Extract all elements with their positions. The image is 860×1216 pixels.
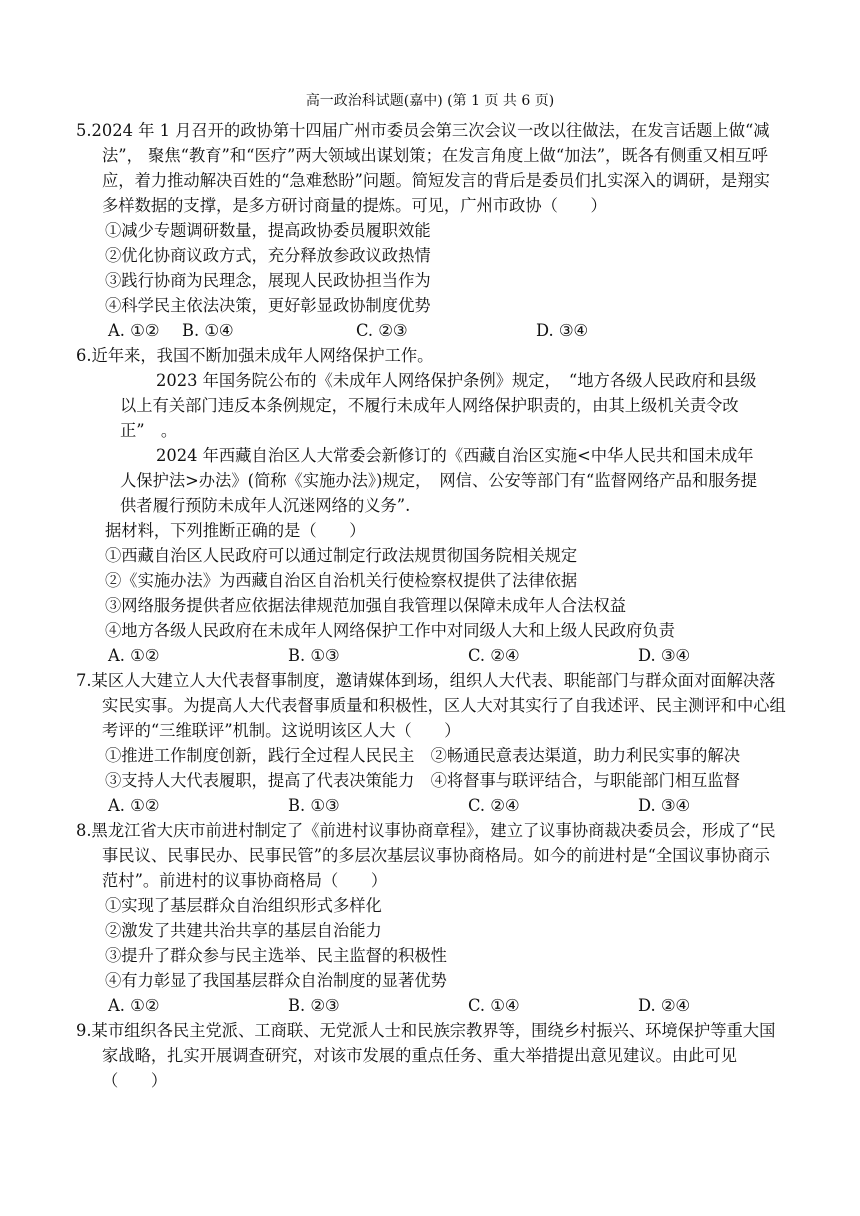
question-8: [76, 818, 786, 1018]
answer-choices: [108, 793, 786, 818]
choice-c: C. ②④: [468, 646, 520, 665]
option-3: ③网络服务提供者应依据法律规范加强自我管理以保障未成年人合法权益: [105, 596, 627, 615]
question-5: [76, 118, 786, 343]
choice-b: B. ①③: [288, 796, 340, 815]
choice-b: B. ①④: [182, 321, 234, 340]
option-3: ③践行协商为民理念，展现人民政协担当作为: [105, 271, 431, 290]
choice-d: D. ③④: [536, 321, 589, 340]
choice-c: C. ②④: [468, 796, 520, 815]
option-3-4: ③支持人大代表履职，提高了代表决策能力 ④将督事与联评结合，与职能部门相互监督: [105, 771, 740, 790]
material-quote-2: 2024 年西藏自治区人大常委会新修订的《西藏自治区实施<中华人民共和国未成年人保护法>办法》(简称《实施办法》)规定， 网信、公安等部门有“监督网络产品和服务提供者履行预防未成年人沉迷网络的义务”.: [120, 446, 758, 515]
choice-a: A. ①②: [108, 996, 160, 1015]
question-stem: 9.某市组织各民主党派、工商联、无党派人士和民族宗教界等，围绕乡村振兴、环境保护等重大国家战略，扎实开展调查研究，对该市发展的重点任务、重大举措提出意见建议。由此可见（ ）: [76, 1021, 776, 1090]
answer-choices: [108, 318, 786, 343]
question-9: [76, 1018, 786, 1093]
page-header: 高一政治科试题(嘉中) (第 1 页 共 6 页): [305, 93, 555, 109]
option-4: ④地方各级人民政府在未成年人网络保护工作中对同级人大和上级人民政府负责: [105, 621, 675, 640]
choice-b: B. ①③: [288, 646, 340, 665]
question-stem: 5.2024 年 1 月召开的政协第十四届广州市委员会第三次会议一改以往做法，在发言话题上做“减法”， 聚焦“教育”和“医疗”两大领域出谋划策；在发言角度上做“加法”，既各有侧重又相互呼应，着力推动解决百姓的“急难愁盼”问题。简短发言的背后是委员们扎实深入的调研，是翔实多样数据的支撑，是多方研讨商量的提炼。可见，广州市政协（ ）: [76, 121, 770, 215]
option-4: ④有力彰显了我国基层群众自治制度的显著优势: [105, 971, 447, 990]
option-2: ②激发了共建共治共享的基层自治能力: [105, 921, 382, 940]
choice-c: C. ②③: [356, 321, 408, 340]
question-stem: 8.黑龙江省大庆市前进村制定了《前进村议事协商章程》，建立了议事协商裁决委员会，形成了“民事民议、民事民办、民事民管”的多层次基层议事协商格局。如今的前进村是“全国议事协商示范村”。前进村的议事协商格局（ ）: [76, 821, 776, 890]
question-lead: 据材料，下列推断正确的是（ ）: [105, 521, 366, 540]
exam-content: [76, 118, 786, 1093]
choice-d: D. ③④: [638, 796, 691, 815]
material-quote-1: 2023 年国务院公布的《未成年人网络保护条例》规定， “地方各级人民政府和县级以上有关部门违反本条例规定，不履行未成年人网络保护职责的，由其上级机关责令改正” 。: [120, 371, 757, 440]
question-7: [76, 668, 786, 818]
choice-b: B. ②③: [288, 996, 340, 1015]
option-4: ④科学民主依法决策，更好彰显政协制度优势: [105, 296, 431, 315]
option-1: ①减少专题调研数量，提高政协委员履职效能: [105, 221, 431, 240]
choice-a: A. ①②: [108, 646, 160, 665]
question-6: [76, 343, 786, 668]
question-stem: 6.近年来，我国不断加强未成年人网络保护工作。: [76, 346, 434, 365]
question-stem: 7.某区人大建立人大代表督事制度，邀请媒体到场，组织人大代表、职能部门与群众面对面解决落实民实事。为提高人大代表督事质量和积极性，区人大对其实行了自我述评、民主测评和中心组考评的“三维联评”机制。这说明该区人大（ ）: [76, 671, 786, 740]
option-2: ②《实施办法》为西藏自治区自治机关行使检察权提供了法律依据: [105, 571, 578, 590]
option-3: ③提升了群众参与民主选举、民主监督的积极性: [105, 946, 447, 965]
choice-a: A. ①②: [108, 796, 160, 815]
answer-choices: [108, 643, 786, 668]
choice-d: D. ②④: [638, 996, 691, 1015]
option-1: ①西藏自治区人民政府可以通过制定行政法规贯彻国务院相关规定: [105, 546, 578, 565]
option-1-2: ①推进工作制度创新，践行全过程人民民主 ②畅通民意表达渠道，助力利民实事的解决: [105, 746, 740, 765]
choice-c: C. ①④: [468, 996, 520, 1015]
option-1: ①实现了基层群众自治组织形式多样化: [105, 896, 382, 915]
choice-a: A. ①②: [108, 321, 160, 340]
option-2: ②优化协商议政方式，充分释放参政议政热情: [105, 246, 431, 265]
answer-choices: [108, 993, 786, 1018]
choice-d: D. ③④: [638, 646, 691, 665]
